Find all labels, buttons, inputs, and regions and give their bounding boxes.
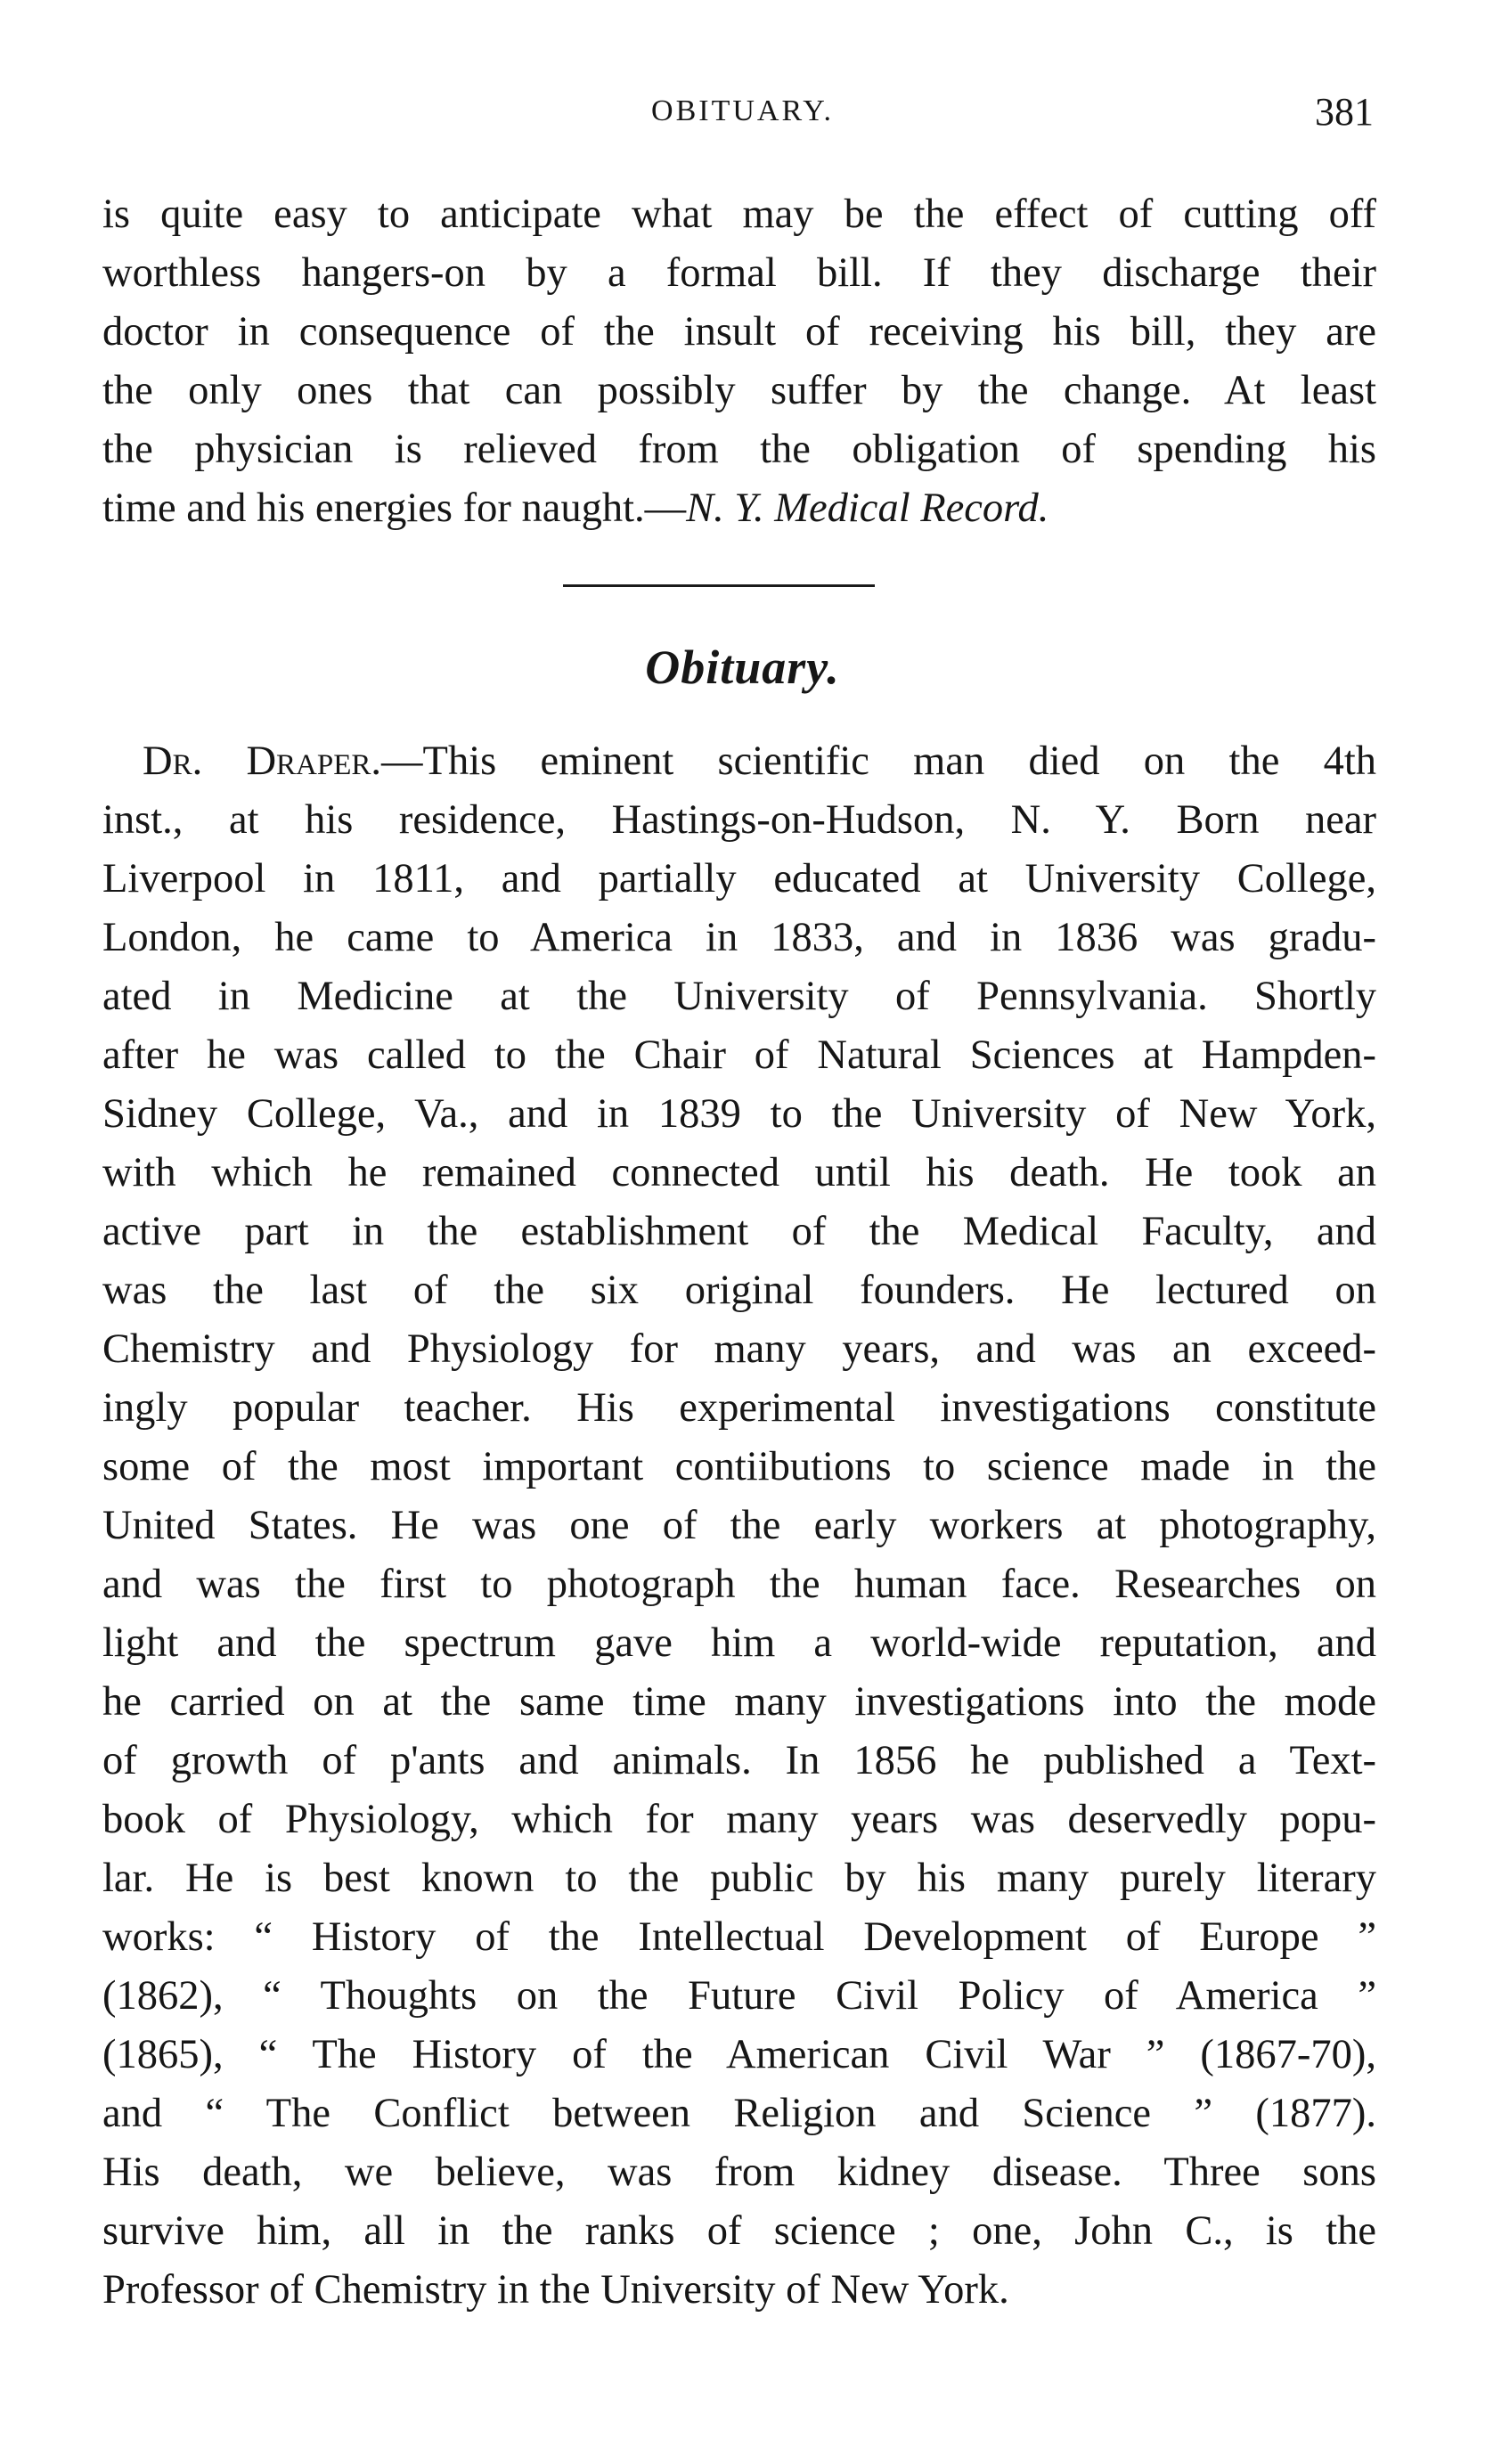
text-line: doctor in consequence of the insult of receiving his bill, they are	[102, 309, 1376, 355]
text-line: ingly popular teacher. His experimental investigations constitute	[102, 1385, 1376, 1431]
text-line: London, he came to America in 1833, and in 1836 was gradu-	[102, 915, 1376, 960]
text-line: works: “ History of the Intellectual Development of Europe ”	[102, 1914, 1376, 1960]
text-line: Professor of Chemistry in the University of New York.	[102, 2267, 1009, 2313]
text-line: lar. He is best known to the public by his many purely literary	[102, 1856, 1376, 1901]
text-line: book of Physiology, which for many years was deservedly popu-	[102, 1797, 1376, 1842]
text-line: with which he remained connected until his death. He took an	[102, 1150, 1376, 1195]
text-line: he carried on at the same time many investigations into the mode	[102, 1679, 1376, 1725]
text-line: after he was called to the Chair of Natural Sciences at Hampden-	[102, 1032, 1376, 1078]
text-line: light and the spectrum gave him a world-wide reputation, and	[102, 1620, 1376, 1666]
text-line: of growth of p'ants and animals. In 1856 he published a Text-	[102, 1738, 1376, 1783]
text-line: the physician is relieved from the obligation of spending his	[102, 427, 1376, 472]
obituary-paragraph	[102, 732, 1376, 2320]
text-fragment: —This eminent scientific man died on the 4th	[381, 738, 1376, 784]
citation-source: N. Y. Medical Record.	[686, 485, 1049, 531]
section-heading: Obituary.	[645, 640, 840, 694]
text-line: some of the most important contiibutions to science made in the	[102, 1444, 1376, 1489]
section-divider	[563, 584, 875, 587]
text-line	[102, 479, 1376, 538]
obituary-name: Dr. Draper.	[143, 738, 382, 784]
text-line: Sidney College, Va., and in 1839 to the University of New York,	[102, 1091, 1376, 1137]
text-line: (1865), “ The History of the American Civil War ” (1867-70),	[102, 2032, 1376, 2077]
text-line: United States. He was one of the early workers at photography,	[102, 1503, 1376, 1548]
text-fragment: time and his energies for naught.—	[102, 485, 687, 531]
text-line: and was the first to photograph the human face. Researches on	[102, 1562, 1376, 1607]
top-paragraph	[102, 185, 1376, 538]
text-line: inst., at his residence, Hastings-on-Hudson, N. Y. Born near	[102, 797, 1376, 843]
text-line: was the last of the six original founders. He lectured on	[102, 1268, 1376, 1313]
text-line: ated in Medicine at the University of Pennsylvania. Shortly	[102, 974, 1376, 1019]
text-line	[102, 732, 1376, 791]
text-line: His death, we believe, was from kidney disease. Three sons	[102, 2150, 1376, 2195]
text-line: worthless hangers-on by a formal bill. If they discharge their	[102, 250, 1376, 296]
text-line: Chemistry and Physiology for many years, and was an exceed-	[102, 1326, 1376, 1372]
text-line: and “ The Conflict between Religion and Science ” (1877).	[102, 2091, 1376, 2136]
page-number: 381	[1315, 90, 1374, 134]
page-header	[0, 90, 1485, 148]
text-line: the only ones that can possibly suffer by the change. At least	[102, 368, 1376, 413]
text-line: Liverpool in 1811, and partially educated at University College,	[102, 856, 1376, 902]
text-line: survive him, all in the ranks of science ; one, John C., is the	[102, 2208, 1376, 2254]
running-head: OBITUARY.	[651, 94, 834, 127]
text-line: (1862), “ Thoughts on the Future Civil Policy of America ”	[102, 1973, 1376, 2019]
text-line: is quite easy to anticipate what may be the effect of cutting off	[102, 192, 1376, 237]
text-line: active part in the establishment of the Medical Faculty, and	[102, 1209, 1376, 1254]
